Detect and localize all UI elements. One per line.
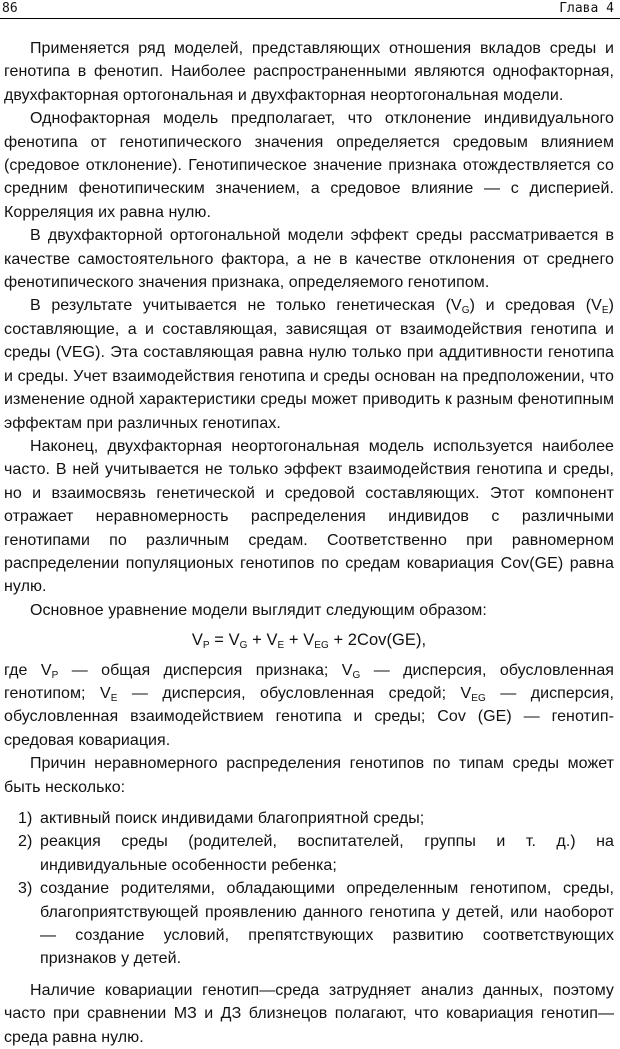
- list-item-text: создание родителями, обладающими определенным генотипом, среды, благоприятствующей проявлению данного генотипа у детей, или наоборот — создание условий, препятствующих развитию соответствующих признаков у детей.: [40, 880, 614, 968]
- paragraph-models-intro: Применяется ряд моделей, представляющих отношения вкладов среды и генотипа в фенотип. Наиболее распространенными являются однофакторная, двухфакторная ортогональная и двухфакторная неортогональная модели.: [4, 40, 614, 104]
- paragraph-one-factor-model: Однофакторная модель предполагает, что отклонение индивидуального фенотипа от генотипического значения определяется средовым влиянием (средовое отклонение). Генотипическое значение признака отождествляется со средним фенотипическим значением, а средовое влияние — с дисперией. Корреляция их равна нулю.: [4, 110, 614, 221]
- page-body: [4, 37, 614, 1049]
- page-header: [0, 0, 620, 19]
- paragraph-two-factor-orthogonal: В двухфакторной ортогональной модели эффект среды рассматривается в качестве самостоятельного фактора, а не в качестве отклонения от среднего фенотипического значения признака, определяемого генотипом.: [4, 227, 614, 292]
- paragraph-interaction-component: В результате учитывается не только генетическая $(V_G)$ и средовая $(V_E)$ составляющие, а и составляющая, зависящая от взаимодействия генотипа и среды (VEG). Эта составляющая равна нулю только при аддитивности генотипа и среды. Учет взаимодействия генотипа и среды основан на предположении, что изменение одной характеристики среды может приводить к разным фенотипным эффектам при различных генотипах.: [4, 297, 614, 432]
- chapter-title: Глава 4: [559, 1, 614, 16]
- page-number: 86: [2, 1, 18, 16]
- list-item: [4, 830, 614, 877]
- main-equation: $V_P = V_G + V_E + V_{EG} + 2Cov(GE)$,: [191, 631, 427, 652]
- list-item-number: 2): [18, 833, 33, 851]
- list-item-text: активный поиск индивидами благоприятной среды;: [40, 810, 425, 827]
- reasons-list: [4, 807, 614, 971]
- paragraph-covariance-conclusion: Наличие ковариации генотип—среда затрудняет анализ данных, поэтому часто при сравнении МЗ и ДЗ близнецов полагают, что ковариация генотип—среда равна нулю.: [4, 981, 614, 1046]
- list-item: [4, 807, 614, 830]
- paragraph-reasons-intro: Причин неравномерного распределения генотипов по типам среды может быть несколько:: [4, 755, 614, 796]
- paragraph-equation-legend: где $V_P$ — общая дисперсия признака; $V_G$ — дисперсия, обусловленная генотипом; $V_E$ — дисперсия, обусловленная средой; $V_{EG}$ — дисперсия, обусловленная взаимодействием генотипа и среды; Cov (GE) — генотип-средовая ковариация.: [4, 661, 615, 749]
- paragraph-two-factor-nonorthogonal: Наконец, двухфакторная неортогональная модель используется наиболее часто. В ней учитывается не только эффект взаимодействия генотипа и среды, но и взаимосвязь генетической и средовой составляющих. Этот компонент отражает неравномерность распределения индивидов с различными генотипами по различным средам. Соответственно при равномерном распределении популяционых генотипов по средам ковариация Cov(GE) равна нулю.: [4, 437, 614, 596]
- paragraph-equation-intro: Основное уравнение модели выглядит следующим образом:: [30, 601, 487, 619]
- list-item-number: 3): [18, 880, 33, 898]
- list-item-text: реакция среды (родителей, воспитателей, группы и т. д.) на индивидуальные особенности ребенка;: [40, 833, 614, 874]
- list-item-number: 1): [18, 810, 33, 827]
- list-item: [4, 877, 614, 971]
